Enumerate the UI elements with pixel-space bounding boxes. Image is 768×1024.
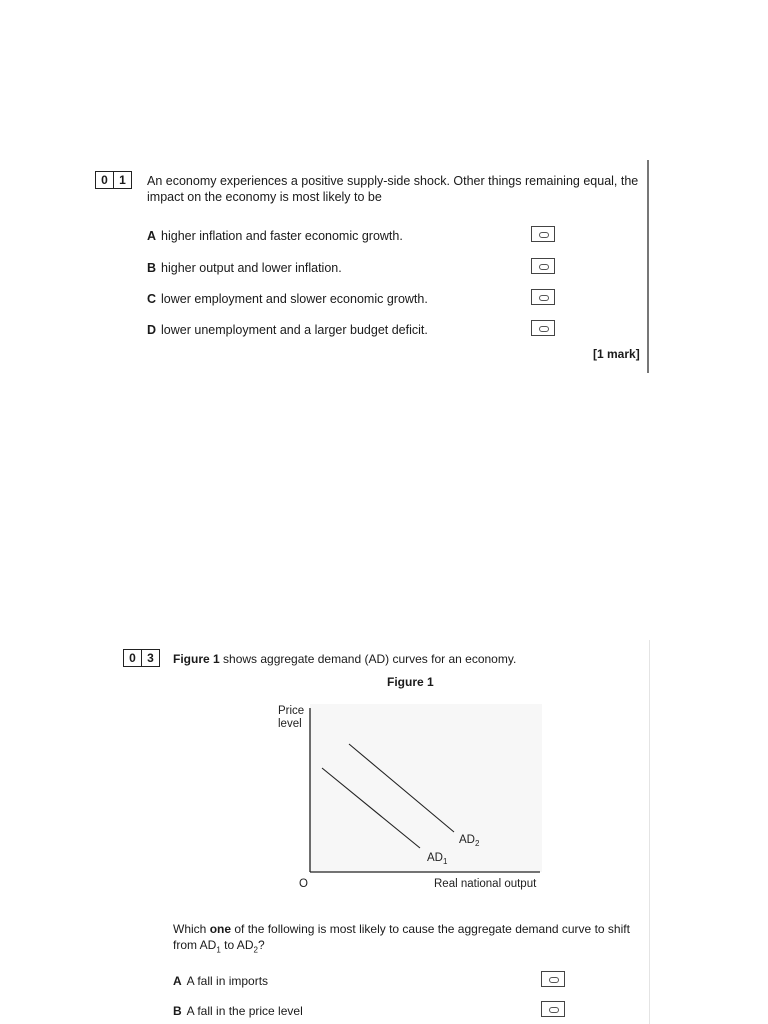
question-line: from $AD_1$ to $AD_2$? xyxy=(173,938,265,955)
option-text: lower unemployment and a larger budget deficit. xyxy=(161,323,428,337)
question-stem-line: impact on the economy is most likely to be xyxy=(147,190,382,204)
option-b xyxy=(173,1003,303,1019)
answer-lozenge-b[interactable] xyxy=(531,258,555,274)
option-letter: C xyxy=(147,292,157,306)
question-number-digit: 0 xyxy=(101,173,108,187)
option-text: higher output and lower inflation. xyxy=(161,261,342,275)
option-c xyxy=(147,291,428,307)
option-text: A fall in imports xyxy=(186,974,269,988)
option-letter: A xyxy=(147,229,157,243)
option-text: higher inflation and faster economic growth. xyxy=(161,229,403,243)
question-number-digit: 3 xyxy=(141,650,159,666)
y-axis-label: level xyxy=(278,718,302,730)
question-number-digit: 0 xyxy=(129,651,136,665)
question-text xyxy=(173,921,630,958)
option-a xyxy=(173,973,268,989)
question-stem-line: An economy experiences a positive supply-side shock. Other things remaining equal, the xyxy=(147,174,639,188)
x-axis-label: Real national output xyxy=(434,878,537,890)
answer-lozenge-b[interactable] xyxy=(541,1001,565,1017)
option-letter: B xyxy=(147,261,157,275)
y-axis-label: Price xyxy=(278,705,305,717)
question-stem xyxy=(173,651,516,667)
ad-figure xyxy=(272,698,552,898)
margin-line xyxy=(647,160,649,373)
answer-lozenge-a[interactable] xyxy=(531,226,555,242)
ad1-label: $AD_1$ xyxy=(427,852,448,866)
option-a xyxy=(147,228,403,244)
figure-background xyxy=(310,704,542,872)
answer-lozenge-a[interactable] xyxy=(541,971,565,987)
question-number-box xyxy=(95,171,132,189)
question-number-box xyxy=(123,649,160,667)
option-letter: A xyxy=(173,974,182,988)
figure-title: Figure 1 xyxy=(387,675,434,689)
margin-line xyxy=(649,640,650,1024)
question-stem xyxy=(147,173,638,205)
option-text: lower employment and slower economic growth. xyxy=(161,292,428,306)
option-d xyxy=(147,322,428,338)
question-number-digit: 1 xyxy=(113,172,131,188)
answer-lozenge-c[interactable] xyxy=(531,289,555,305)
ad2-label: $AD_2$ xyxy=(459,834,480,848)
origin-label: O xyxy=(299,878,308,890)
option-b xyxy=(147,260,342,276)
option-letter: B xyxy=(173,1004,182,1018)
mark-allocation: [1 mark] xyxy=(593,347,640,361)
answer-lozenge-d[interactable] xyxy=(531,320,555,336)
option-letter: D xyxy=(147,323,157,337)
figure-reference: Figure 1 xyxy=(173,652,220,666)
question-stem-text: shows aggregate demand (AD) curves for an economy. xyxy=(219,652,517,666)
question-line: Which one of the following is most likely to cause the aggregate demand curve to shift xyxy=(173,922,630,936)
option-text: A fall in the price level xyxy=(186,1004,303,1018)
